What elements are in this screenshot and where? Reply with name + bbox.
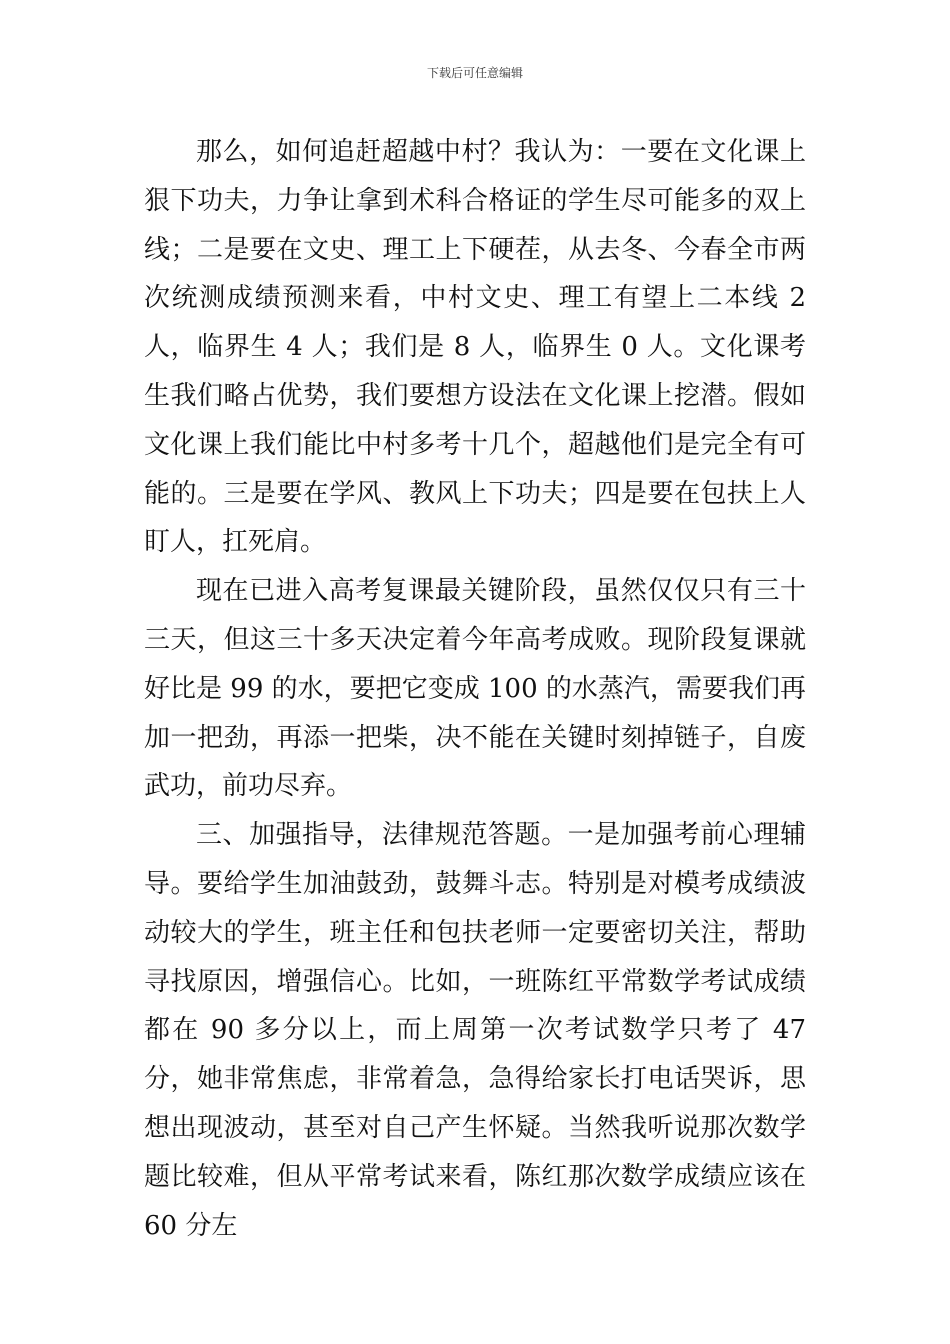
paragraph-exam-guidance: 三、加强指导，法律规范答题。一是加强考前心理辅导。要给学生加油鼓劲，鼓舞斗志。特别是对模考成绩波动较大的学生，班主任和包扶老师一定要密切关注，帮助寻找原因，增强信心。比如，一班陈红平常数学考试成绩都在 90 多分以上，而上周第一次考试数学只考了 47 分，她非常焦虑，非常着急，急得给家长打电话哭诉，思想出现波动，甚至对自己产生怀疑。当然我听说那次数学题比较难，但从平常考试来看，陈红那次数学成绩应该在 60 分左 (144, 820, 806, 1241)
paragraph-final-stage: 现在已进入高考复课最关键阶段，虽然仅仅只有三十三天，但这三十多天决定着今年高考成败。现阶段复课就好比是 99 的水，要把它变成 100 的水蒸汽，需要我们再加一把劲，再添一把柴，决不能在关键时刻掉链子，自废武功，前功尽弃。 (144, 576, 806, 802)
paragraph-catch-up-plan: 那么，如何追赶超越中村？我认为：一要在文化课上狠下功夫，力争让拿到术科合格证的学生尽可能多的双上线；二是要在文史、理工上下硬茬，从去冬、今春全市两次统测成绩预测来看，中村文史、理工有望上二本线 2 人，临界生 4 人；我们是 8 人，临界生 0 人。文化课考生我们略占优势，我们要想方设法在文化课上挖潜。假如文化课上我们能比中村多考十几个，超越他们是完全有可能的。三是要在学风、教风上下功夫；四是要在包扶上人盯人，扛死肩。 (144, 137, 806, 558)
page-header-note: 下载后可任意编辑 (426, 66, 523, 80)
document-body (144, 128, 806, 1250)
